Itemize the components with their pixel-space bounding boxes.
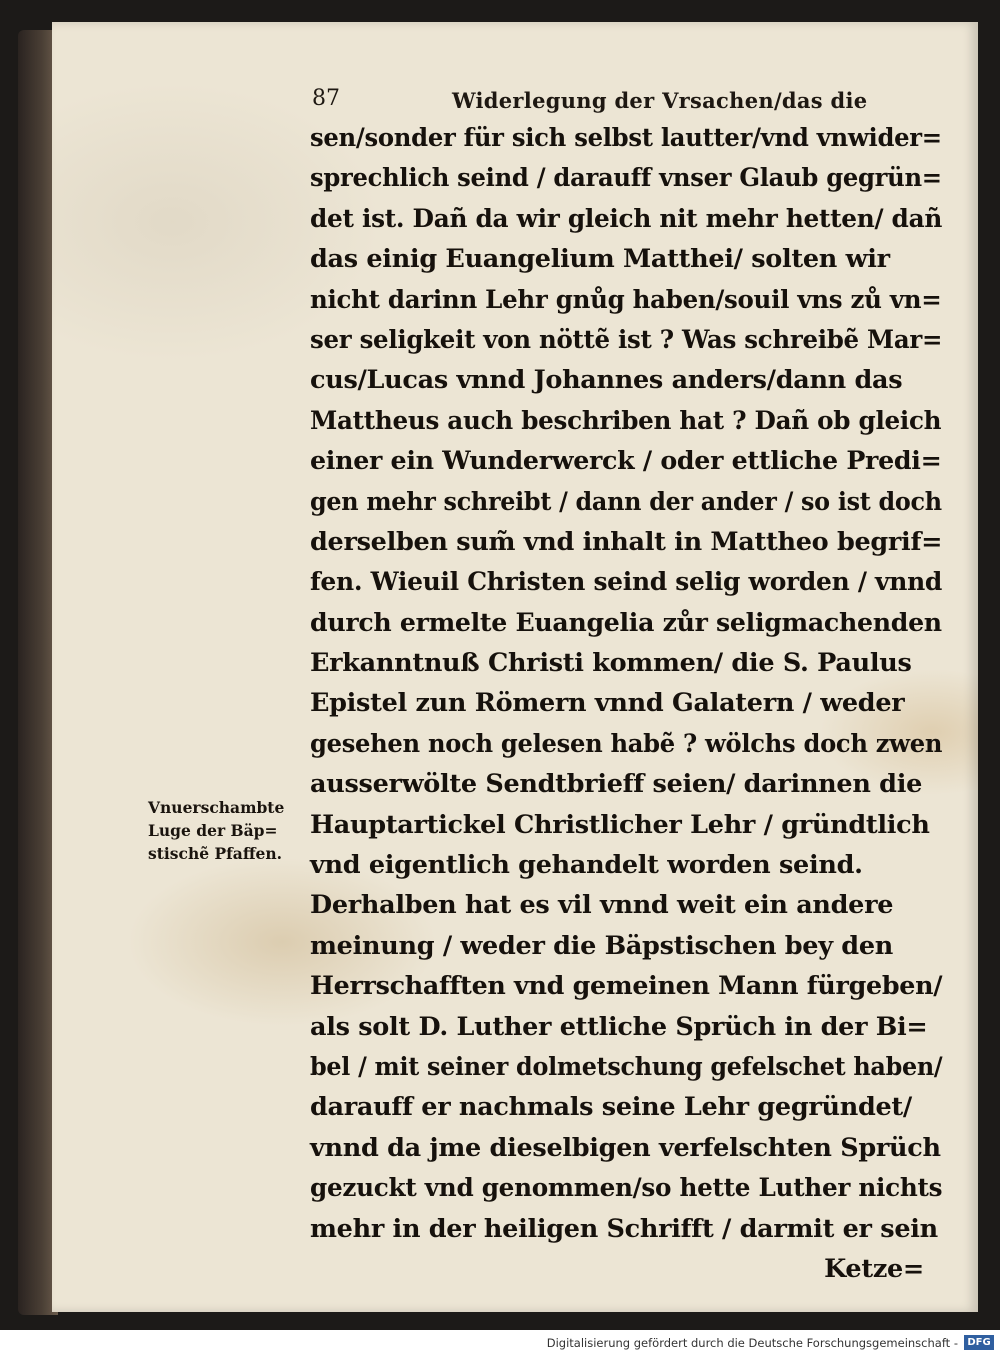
- text-line: Epistel zun Römern vnnd Galatern / weder: [310, 688, 905, 719]
- text-line: nicht darinn Lehr gnůg haben/souil vns zů vn=: [310, 284, 942, 315]
- text-line: det ist. Dañ da wir gleich nit mehr hetten/ dañ: [310, 203, 943, 234]
- text-line: Erkanntnuß Christi kommen/ die S. Paulus: [310, 648, 912, 679]
- text-line: sprechlich seind / darauff vnser Glaub gegrün=: [310, 163, 942, 194]
- margin-note-line: stischẽ Pfaffen.: [148, 844, 283, 863]
- text-line: Herrschafften vnd gemeinen Mann fürgeben/: [310, 971, 943, 1002]
- margin-note-line: Vnuerschambte: [148, 798, 285, 817]
- text-line: vnnd da jme dieselbigen verfelschten Sprüch: [310, 1132, 941, 1163]
- catchword: Ketze=: [824, 1253, 924, 1284]
- funding-credit: Digitalisierung gefördert durch die Deutsche Forschungsgemeinschaft -: [546, 1336, 958, 1350]
- text-line: meinung / weder die Bäpstischen bey den: [310, 930, 894, 961]
- text-line: cus/Lucas vnnd Johannes anders/dann das: [310, 365, 903, 396]
- text-line: das einig Euangelium Matthei/ solten wir: [310, 244, 890, 275]
- text-line: Derhalben hat es vil vnnd weit ein andere: [310, 890, 894, 921]
- text-line: durch ermelte Euangelia zůr seligmachenden: [310, 607, 942, 638]
- text-line: vnd eigentlich gehandelt worden seind.: [310, 850, 863, 881]
- margin-note: [148, 796, 308, 865]
- text-line: fen. Wieuil Christen seind selig worden / vnnd: [310, 567, 943, 598]
- text-line: gen mehr schreibt / dann der ander / so ist doch: [310, 486, 942, 517]
- dfg-logo-icon: DFG: [964, 1335, 994, 1350]
- text-line: derselben sum̃ vnd inhalt in Mattheo begrif=: [310, 526, 943, 557]
- text-line: sen/sonder für sich selbst lautter/vnd vnwider=: [310, 123, 942, 153]
- footer-bar: [0, 1330, 1000, 1356]
- text-line: ausserwölte Sendtbrieff seien/ darinnen die: [310, 769, 922, 800]
- text-line: bel / mit seiner dolmetschung gefelschet haben/: [310, 1051, 943, 1082]
- text-line: gezuckt vnd genommen/so hette Luther nichts: [310, 1173, 943, 1204]
- text-line: darauff er nachmals seine Lehr gegründet/: [310, 1092, 912, 1123]
- margin-note-line: Luge der Bäp=: [148, 821, 278, 840]
- running-head: Widerlegung der Vrsachen/das die: [452, 88, 868, 113]
- text-line: einer ein Wunderwerck / oder ettliche Predi=: [310, 446, 942, 477]
- page-header: [312, 86, 942, 120]
- text-line: mehr in der heiligen Schrifft / darmit er sein: [310, 1213, 938, 1244]
- page-number: 87: [312, 86, 340, 111]
- body-text: [310, 118, 950, 1289]
- text-line: als solt D. Luther ettliche Sprüch in der Bi=: [310, 1011, 928, 1042]
- text-line: Mattheus auch beschriben hat ? Dañ ob gleich: [310, 405, 942, 436]
- text-line: Hauptartickel Christlicher Lehr / gründtlich: [310, 809, 930, 840]
- text-line: gesehen noch gelesen habẽ ? wölchs doch zwen: [310, 728, 943, 759]
- text-line: ser seligkeit von nöttẽ ist ? Was schreibẽ Mar=: [310, 324, 943, 355]
